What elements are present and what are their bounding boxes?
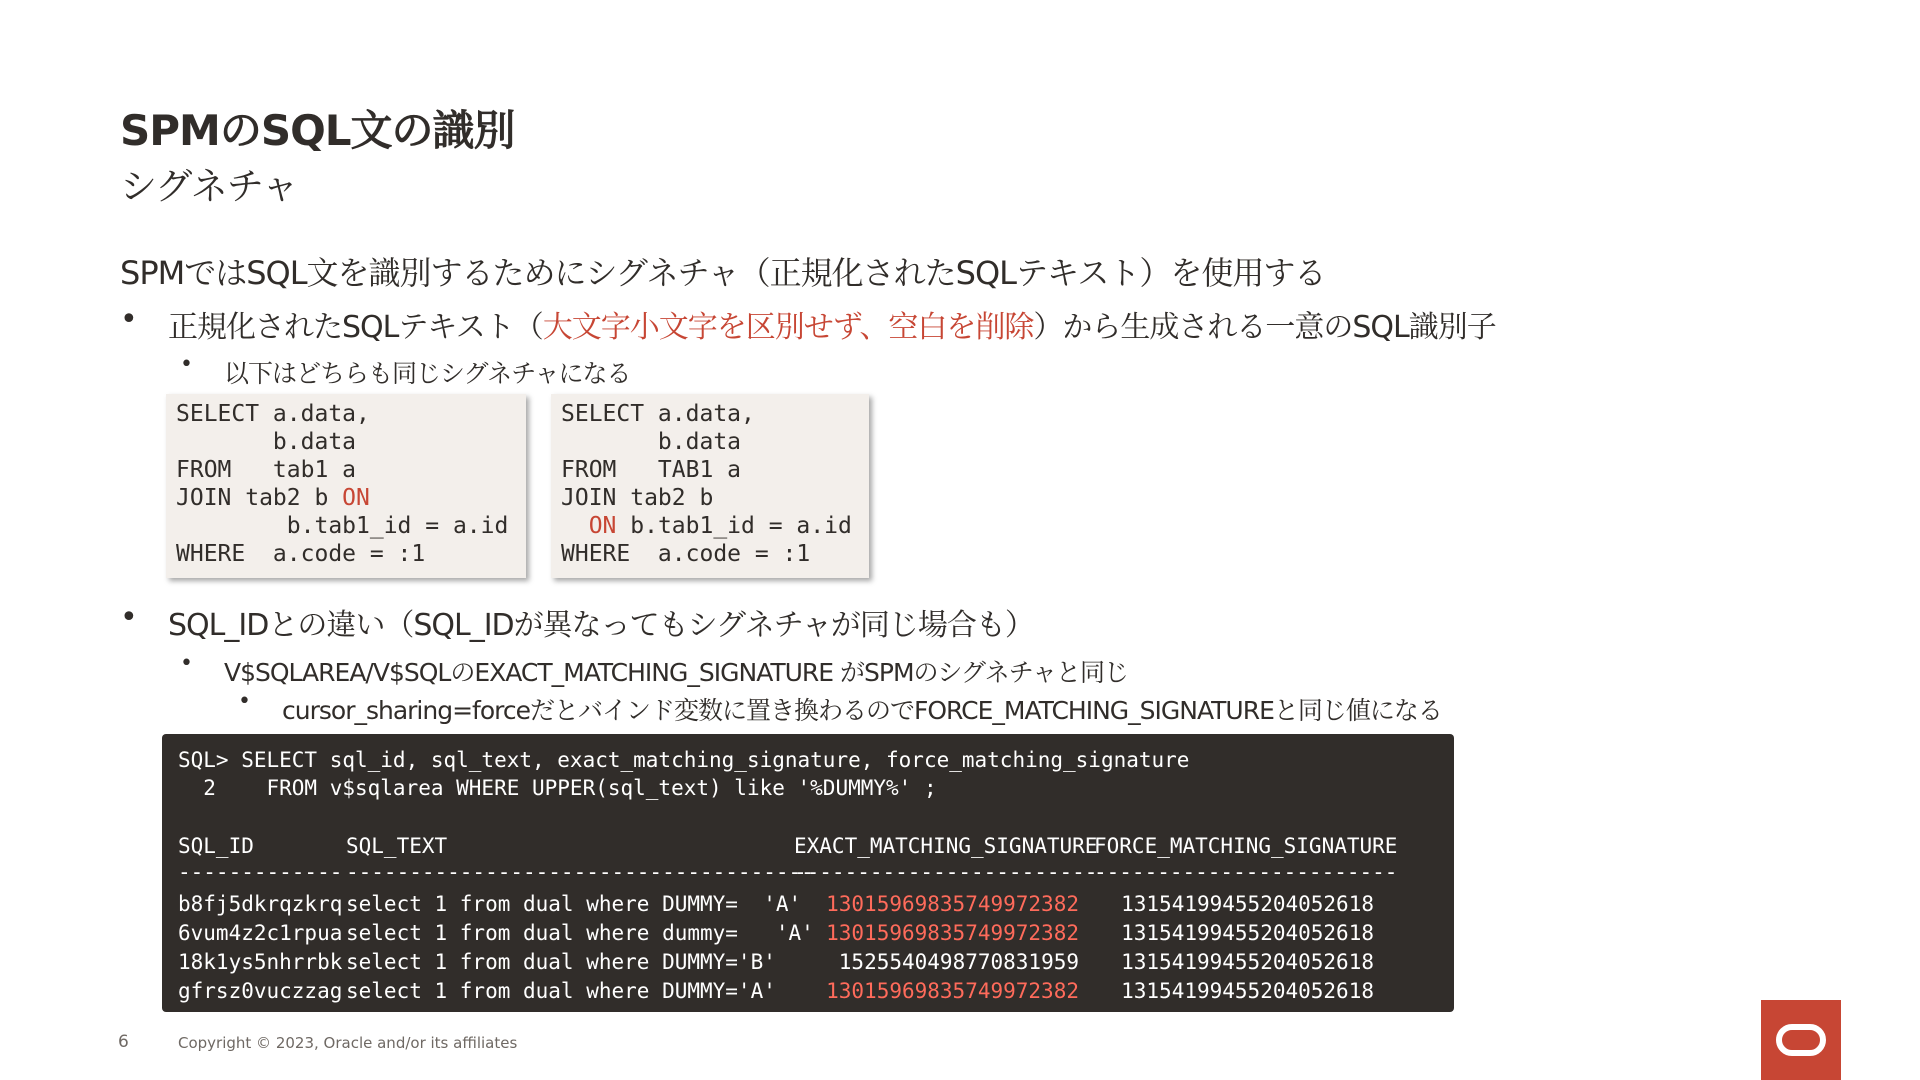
bullet-dot: •	[120, 600, 137, 635]
sub-sub-bullet-text: cursor_sharing=forceだとバインド変数に置き換わるのでFORCE_MATCHING_SIGNATUREと同じ値になる	[282, 696, 1442, 725]
slide-subtitle: シグネチャ	[120, 165, 298, 208]
column-header: EXACT_MATCHING_SIGNATURE	[794, 834, 1098, 858]
column-separator: -------------------------------------	[346, 860, 814, 884]
code-line	[176, 540, 526, 568]
column-separator: ------------------------	[1094, 860, 1398, 884]
code-line	[176, 428, 526, 456]
code-text: SELECT a.data,	[176, 401, 370, 427]
code-line	[176, 456, 526, 484]
code-text: WHERE a.code = :1	[176, 541, 426, 567]
code-text: FROM TAB1 a	[561, 457, 742, 483]
code-line	[561, 400, 869, 428]
bullet-text-pre: 正規化されたSQLテキスト（	[168, 310, 543, 345]
code-text: b.data	[561, 429, 742, 455]
code-sample-left	[166, 394, 526, 578]
code-text: SELECT a.data,	[561, 401, 755, 427]
bullet-text-highlight: 大文字小文字を区別せず、空白を削除	[542, 310, 1034, 345]
code-line	[176, 400, 526, 428]
code-line	[176, 484, 526, 512]
oracle-logo-icon	[1761, 1000, 1841, 1080]
code-keyword-on: ON	[588, 513, 617, 539]
lead-text: SPMではSQL文を識別するためにシグネチャ（正規化されたSQLテキスト）を使用する	[120, 254, 1326, 292]
code-sample-right	[551, 394, 869, 578]
code-line	[561, 512, 869, 540]
code-text	[561, 513, 589, 539]
cell-exact-signature: 13015969835749972382	[826, 892, 1079, 916]
cell-sql-id: 6vum4z2c1rpua	[178, 921, 343, 945]
bullet-dot: •	[238, 689, 250, 714]
cell-sql-id: b8fj5dkrqzkrq	[178, 892, 343, 916]
sub-sub-bullet-force-matching	[238, 689, 1442, 727]
cell-force-signature: 13154199455204052618	[1121, 950, 1374, 974]
bullet-dot: •	[120, 302, 137, 337]
cell-force-signature: 13154199455204052618	[1121, 979, 1374, 1003]
cell-exact-signature: 13015969835749972382	[826, 921, 1079, 945]
cell-sql-text: select 1 from dual where DUMMY='A'	[346, 979, 776, 1003]
code-keyword-on: ON	[342, 485, 370, 511]
code-line	[561, 484, 869, 512]
code-text: JOIN tab2 b	[561, 485, 714, 511]
sub-bullet-text: V$SQLAREA/V$SQLのEXACT_MATCHING_SIGNATURE がSPMのシグネチャと同じ	[224, 658, 1129, 687]
bullet-dot: •	[180, 651, 192, 676]
code-line	[561, 456, 869, 484]
copyright: Copyright © 2023, Oracle and/or its affiliates	[178, 1034, 518, 1052]
sub-bullet-exact-matching	[180, 651, 1129, 689]
sql-terminal-output	[162, 734, 1454, 1012]
bullet-text-post: ）から生成される一意のSQL識別子	[1033, 310, 1496, 345]
cell-force-signature: 13154199455204052618	[1121, 921, 1374, 945]
page-number: 6	[118, 1032, 129, 1052]
code-text: FROM tab1 a	[176, 457, 357, 483]
cell-exact-signature: 1525540498770831959	[838, 950, 1079, 974]
oracle-logo-icon-svg	[1761, 1000, 1841, 1080]
code-text: b.tab1_id = a.id	[616, 513, 852, 539]
column-header: SQL_TEXT	[346, 834, 448, 858]
query-line-2: 2 FROM v$sqlarea WHERE UPPER(sql_text) like '%DUMMY%' ;	[178, 776, 937, 800]
bullet-normalized-text	[120, 302, 1496, 346]
bullet-dot: •	[180, 352, 192, 377]
code-text: b.data	[176, 429, 357, 455]
column-separator: ------------------------	[794, 860, 1098, 884]
code-text: JOIN tab2 b	[176, 485, 343, 511]
code-text: WHERE a.code = :1	[561, 541, 811, 567]
cell-exact-signature: 13015969835749972382	[826, 979, 1079, 1003]
column-separator: -------------	[178, 860, 343, 884]
sub-bullet-text: 以下はどちらも同じシグネチャになる	[224, 359, 631, 388]
sub-bullet-same-signature	[180, 352, 631, 390]
code-line	[176, 512, 526, 540]
cell-sql-id: 18k1ys5nhrrbk	[178, 950, 343, 974]
code-line	[561, 540, 869, 568]
bullet-text: SQL_IDとの違い（SQL_IDが異なってもシグネチャが同じ場合も）	[168, 608, 1034, 643]
cell-sql-id: gfrsz0vuczzag	[178, 979, 343, 1003]
code-text: b.tab1_id = a.id	[176, 513, 509, 539]
column-header: FORCE_MATCHING_SIGNATURE	[1094, 834, 1398, 858]
slide-title: SPMのSQL文の識別	[120, 106, 515, 155]
column-header: SQL_ID	[178, 834, 254, 858]
cell-sql-text: select 1 from dual where DUMMY='B'	[346, 950, 776, 974]
bullet-sql-id-difference	[120, 600, 1034, 644]
query-line-1: SQL> SELECT sql_id, sql_text, exact_matching_signature, force_matching_signature	[178, 748, 1190, 772]
cell-sql-text: select 1 from dual where dummy= 'A'	[346, 921, 814, 945]
code-line	[561, 428, 869, 456]
cell-force-signature: 13154199455204052618	[1121, 892, 1374, 916]
cell-sql-text: select 1 from dual where DUMMY= 'A'	[346, 892, 802, 916]
